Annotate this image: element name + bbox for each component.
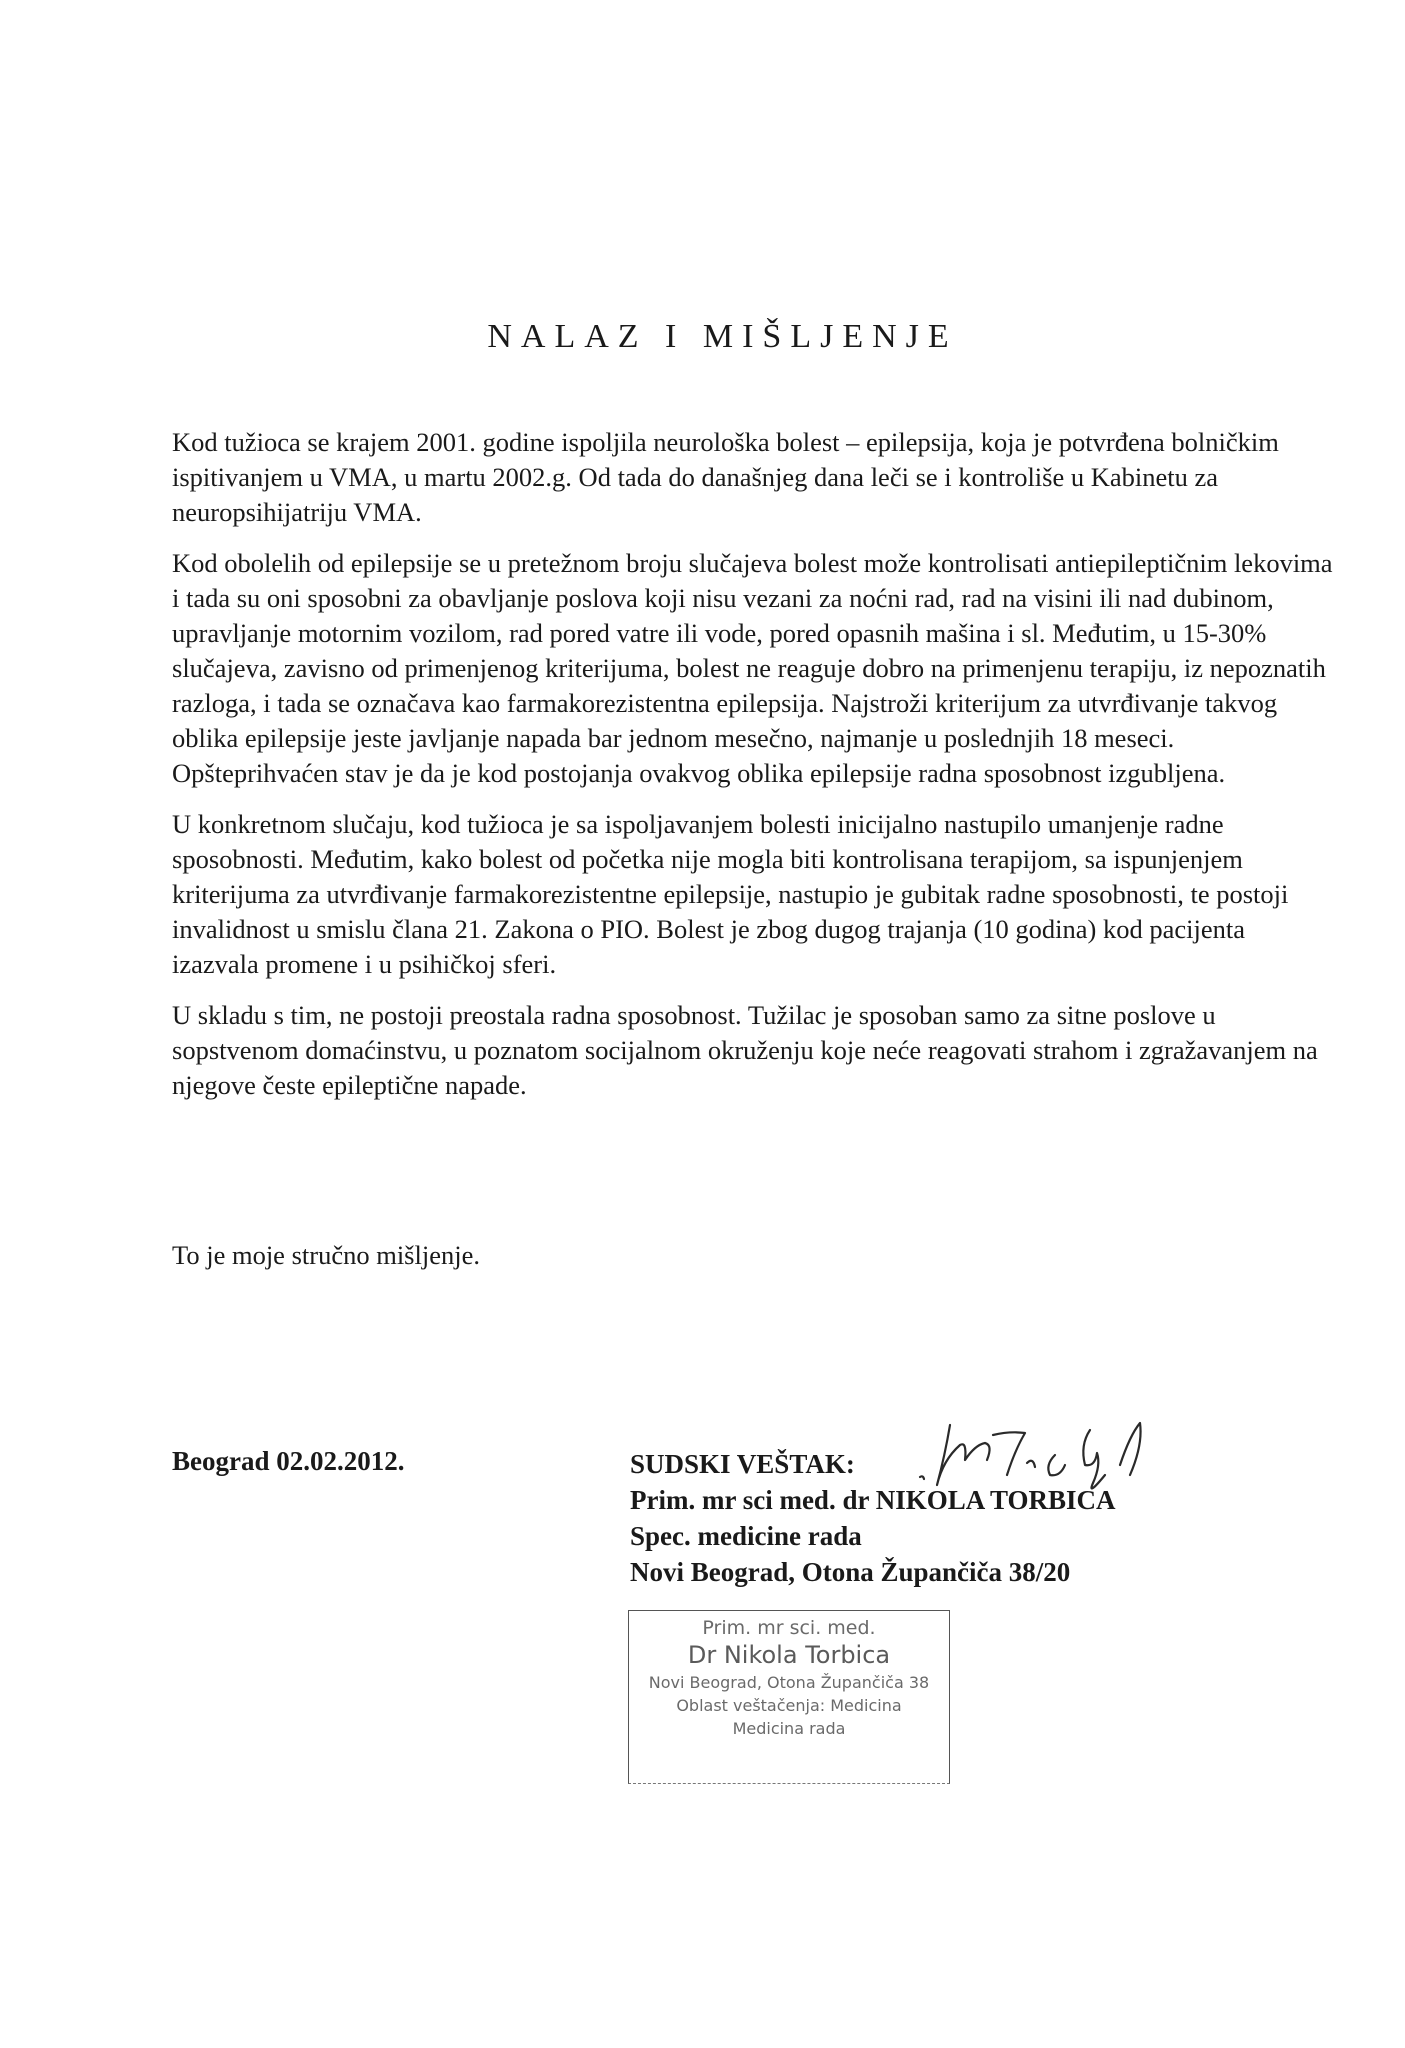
expert-address: Novi Beograd, Otona Župančiča 38/20 bbox=[630, 1557, 1071, 1587]
expert-name: Prim. mr sci med. dr NIKOLA TORBICA bbox=[630, 1485, 1116, 1515]
stamp-line-field: Oblast veštačenja: Medicina bbox=[676, 1696, 902, 1715]
paragraph-3: U konkretnom slučaju, kod tužioca je sa ispoljavanjem bolesti inicijalno nastupilo umanjenje radne sposobnosti. Međutim, kako bolest od početka nije mogla biti kontrolisana terapijom, sa ispunjenjem kriterijuma za utvrđivanje farmakorezistentne epilepsije, nastupio je gubitak radne sposobnosti, te postoji invalidnost u smislu člana 21. Zakona o PIO. Bolest je zbog dugog trajanja (10 godina) kod pacijenta izazvala promene i u psihičkoj sferi. bbox=[172, 809, 1289, 979]
handwritten-signature bbox=[915, 1405, 1175, 1515]
closing-statement: To je moje stručno mišljenje. bbox=[172, 1240, 480, 1270]
document-body bbox=[172, 425, 1337, 1119]
stamp-line-name: Dr Nikola Torbica bbox=[687, 1641, 891, 1669]
paragraph-4: U skladu s tim, ne postoji preostala radna sposobnost. Tužilac je sposoban samo za sitne poslove u sopstvenom domaćinstvu, u poznatom socijalnom okruženju koje neće reagovati strahom i zgražavanjem na njegove česte epileptične napade. bbox=[172, 1000, 1318, 1100]
official-stamp bbox=[628, 1610, 950, 1784]
paragraph-2: Kod obolelih od epilepsije se u pretežnom broju slučajeva bolest može kontrolisati antiepileptičnim lekovima i tada su oni sposobni za obavljanje poslova koji nisu vezani za noćni rad, rad na visini ili nad dubinom, upravljanje motornim vozilom, rad pored vatre ili vode, pored opasnih mašina i sl. Međutim, u 15-30% slučajeva, zavisno od primenjenog kriterijuma, bolest ne reaguje dobro na primenjenu terapiju, iz nepoznatih razloga, i tada se označava kao farmakorezistentna epilepsija. Najstroži kriterijum za utvrđivanje takvog oblika epilepsije jeste javljanje napada bar jednom mesečno, najmanje u poslednjih 18 meseci. Opšteprihvaćen stav je da je kod postojanja ovakvog oblika epilepsije radna sposobnost izgubljena. bbox=[172, 548, 1333, 788]
place-date: Beograd 02.02.2012. bbox=[172, 1446, 405, 1476]
expert-role: SUDSKI VEŠTAK: bbox=[630, 1449, 855, 1479]
document-title: NALAZ I MIŠLJENJE bbox=[487, 318, 958, 355]
expert-specialty: Spec. medicine rada bbox=[630, 1521, 862, 1551]
paragraph-1: Kod tužioca se krajem 2001. godine ispoljila neurološka bolest – epilepsija, koja je potvrđena bolničkim ispitivanjem u VMA, u martu 2002.g. Od tada do današnjeg dana leči se i kontroliše u Kabinetu za neuropsihijatriju VMA. bbox=[172, 427, 1279, 527]
stamp-line-address: Novi Beograd, Otona Župančiča 38 bbox=[648, 1673, 930, 1692]
stamp-line-specialty: Medicina rada bbox=[732, 1719, 846, 1738]
stamp-line-title: Prim. mr sci. med. bbox=[702, 1617, 876, 1639]
